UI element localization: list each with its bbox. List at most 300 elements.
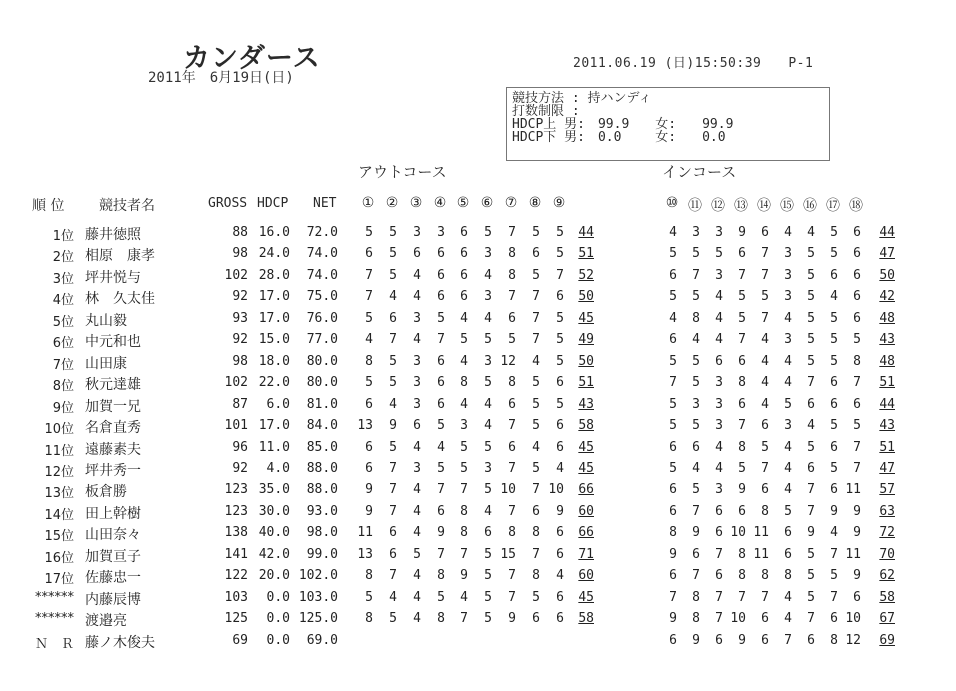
in-hole-score: 8	[761, 568, 769, 584]
in-subtotal: 72	[879, 525, 895, 541]
in-hole-score: 6	[853, 225, 861, 240]
in-hole-score: 7	[761, 310, 769, 326]
rank-cell: 2位	[52, 250, 74, 266]
in-hole-score: 4	[692, 332, 700, 348]
in-hole-score: 5	[692, 375, 700, 391]
out-subtotal: 51	[578, 375, 594, 391]
gross-cell: 123	[224, 482, 248, 498]
in-subtotal: 63	[879, 503, 895, 519]
in-hole-score: 3	[784, 418, 792, 434]
net-cell: 85.0	[306, 439, 338, 455]
gross-cell: 98	[232, 246, 248, 262]
net-cell: 125.0	[298, 611, 338, 627]
player-name: 秋元達雄	[85, 377, 141, 394]
net-cell: 81.0	[306, 396, 338, 412]
out-hole-score: 5	[389, 225, 397, 240]
in-hole-score: 5	[830, 568, 838, 584]
in-hole-score: 7	[738, 589, 746, 605]
in-subtotal: 70	[879, 546, 895, 562]
in-hole-score: 9	[853, 503, 861, 519]
in-subtotal: 48	[879, 353, 895, 369]
out-hole-score: 5	[460, 439, 468, 455]
out-hole-score: 5	[365, 225, 373, 240]
out-hole-score: 9	[365, 482, 373, 498]
player-name: 田上幹樹	[85, 505, 141, 522]
out-hole-score: 5	[556, 310, 564, 326]
rank-cell: 1位	[52, 229, 74, 244]
in-hole-score: 6	[761, 418, 769, 434]
out-hole-score: 6	[556, 589, 564, 605]
gross-cell: 69	[232, 632, 248, 648]
out-hole-score: 6	[365, 396, 373, 412]
in-hole-score: 6	[830, 611, 838, 627]
in-hole-score: 5	[807, 310, 815, 326]
in-hole-score: 7	[853, 439, 861, 455]
in-hole-score: 9	[807, 525, 815, 541]
in-hole-score: 5	[738, 310, 746, 326]
in-hole-score: 4	[784, 611, 792, 627]
out-hole-score: 5	[437, 460, 445, 476]
in-hole-score: 9	[738, 632, 746, 648]
in-hole-score: 4	[715, 439, 723, 455]
out-hole-score: 4	[460, 353, 468, 369]
out-hole-score: 7	[389, 332, 397, 348]
out-hole-score: 6	[460, 289, 468, 305]
in-hole-score: 11	[845, 546, 861, 562]
in-hole-score: 7	[807, 611, 815, 627]
out-hole-score: 7	[460, 546, 468, 562]
in-subtotal: 51	[879, 439, 895, 455]
in-hole-score: 3	[715, 375, 723, 391]
out-subtotal: 49	[578, 332, 594, 348]
in-hole-score: 7	[761, 267, 769, 283]
out-hole-score: 4	[460, 310, 468, 326]
player-name: 名倉直秀	[85, 420, 141, 437]
gross-cell: 123	[224, 503, 248, 519]
out-hole-score: 6	[413, 418, 421, 434]
out-hole-score: 9	[389, 418, 397, 434]
in-hole-score: 5	[807, 439, 815, 455]
out-hole-score: 9	[508, 611, 516, 627]
in-hole-score: 6	[669, 568, 677, 584]
rank-cell: 16位	[44, 550, 74, 566]
out-hole-score: 4	[389, 589, 397, 605]
rank-cell: ******	[35, 611, 74, 627]
in-hole-score: 9	[738, 482, 746, 498]
in-hole-score: 6	[669, 439, 677, 455]
in-hole-score: 7	[761, 589, 769, 605]
player-name: 林 久太佳	[85, 291, 155, 308]
out-hole-score: 5	[556, 332, 564, 348]
hole-header: ⑮	[780, 198, 794, 214]
out-hole-score: 7	[437, 482, 445, 498]
in-hole-score: 6	[669, 632, 677, 648]
out-hole-score: 6	[413, 246, 421, 262]
net-cell: 80.0	[306, 375, 338, 391]
player-name: 坪井秀一	[85, 462, 141, 479]
in-hole-score: 4	[784, 482, 792, 498]
in-hole-score: 8	[738, 375, 746, 391]
out-hole-score: 8	[508, 525, 516, 541]
in-hole-score: 3	[715, 267, 723, 283]
in-hole-score: 11	[753, 525, 769, 541]
hdcp-cell: 30.0	[258, 503, 290, 519]
in-hole-score: 8	[692, 310, 700, 326]
in-hole-score: 5	[853, 332, 861, 348]
out-hole-score: 6	[437, 375, 445, 391]
in-hole-score: 9	[830, 503, 838, 519]
hdcp-cell: 17.0	[258, 289, 290, 305]
out-hole-score: 8	[508, 267, 516, 283]
out-hole-score: 6	[437, 503, 445, 519]
out-hole-score: 5	[556, 225, 564, 240]
player-name: 中元和也	[85, 334, 141, 351]
rank-header: 順 位	[32, 198, 65, 214]
out-subtotal: 71	[578, 546, 594, 562]
hdcp-cell: 15.0	[258, 332, 290, 348]
player-name: 相原 康孝	[85, 248, 155, 265]
net-header: NET	[313, 196, 337, 211]
in-hole-score: 6	[692, 546, 700, 562]
out-hole-score: 4	[484, 418, 492, 434]
hole-header: ⑬	[734, 198, 748, 214]
out-hole-score: 4	[556, 568, 564, 584]
out-hole-score: 3	[413, 375, 421, 391]
in-hole-score: 5	[692, 482, 700, 498]
in-hole-score: 5	[830, 225, 838, 240]
in-hole-score: 3	[784, 332, 792, 348]
in-hole-score: 6	[738, 503, 746, 519]
net-cell: 75.0	[306, 289, 338, 305]
hole-header: ⑫	[711, 198, 725, 214]
hdcp-header: HDCP	[257, 196, 289, 211]
in-subtotal: 58	[879, 589, 895, 605]
out-hole-score: 4	[460, 589, 468, 605]
gross-cell: 92	[232, 332, 248, 348]
gross-cell: 101	[224, 418, 248, 434]
out-hole-score: 8	[460, 375, 468, 391]
in-subtotal: 69	[879, 632, 895, 648]
out-subtotal: 50	[578, 289, 594, 305]
out-hole-score: 6	[365, 439, 373, 455]
in-hole-score: 4	[830, 525, 838, 541]
in-hole-score: 7	[830, 589, 838, 605]
in-subtotal: 51	[879, 375, 895, 391]
in-hole-score: 5	[784, 503, 792, 519]
in-hole-score: 8	[692, 589, 700, 605]
out-hole-score: 6	[484, 525, 492, 541]
out-hole-score: 5	[437, 310, 445, 326]
event-date: 2011年 6月19日(日)	[148, 70, 294, 86]
in-hole-score: 7	[692, 568, 700, 584]
out-subtotal: 50	[578, 353, 594, 369]
hole-header: ⑤	[456, 195, 470, 211]
in-hole-score: 7	[853, 375, 861, 391]
in-hole-score: 5	[692, 418, 700, 434]
in-hole-score: 11	[845, 482, 861, 498]
out-hole-score: 6	[532, 611, 540, 627]
out-hole-score: 7	[508, 418, 516, 434]
in-hole-score: 5	[853, 418, 861, 434]
in-hole-score: 4	[669, 225, 677, 240]
out-hole-score: 4	[413, 289, 421, 305]
out-hole-score: 7	[460, 611, 468, 627]
gross-header: GROSS	[208, 196, 248, 211]
in-hole-score: 3	[715, 396, 723, 412]
in-hole-score: 8	[853, 353, 861, 369]
out-hole-score: 8	[508, 246, 516, 262]
out-hole-score: 8	[508, 375, 516, 391]
in-hole-score: 5	[807, 353, 815, 369]
hdcp-cell: 20.0	[258, 568, 290, 584]
in-hole-score: 6	[669, 267, 677, 283]
out-hole-score: 6	[556, 546, 564, 562]
in-hole-score: 3	[784, 246, 792, 262]
in-subtotal: 47	[879, 460, 895, 476]
net-cell: 76.0	[306, 310, 338, 326]
net-cell: 103.0	[298, 589, 338, 605]
out-hole-score: 5	[365, 589, 373, 605]
net-cell: 80.0	[306, 353, 338, 369]
in-hole-score: 8	[738, 439, 746, 455]
out-hole-score: 5	[437, 418, 445, 434]
net-cell: 88.0	[306, 482, 338, 498]
out-hole-score: 6	[556, 525, 564, 541]
gross-cell: 125	[224, 611, 248, 627]
in-hole-score: 5	[807, 289, 815, 305]
out-hole-score: 6	[389, 525, 397, 541]
out-hole-score: 6	[556, 439, 564, 455]
out-hole-score: 7	[437, 546, 445, 562]
out-hole-score: 6	[532, 246, 540, 262]
hdcp-cell: 17.0	[258, 418, 290, 434]
out-hole-score: 7	[532, 289, 540, 305]
out-hole-score: 8	[365, 611, 373, 627]
out-subtotal: 58	[578, 611, 594, 627]
out-subtotal: 58	[578, 418, 594, 434]
out-hole-score: 3	[484, 460, 492, 476]
rank-cell: 5位	[52, 314, 74, 330]
in-hole-score: 7	[807, 375, 815, 391]
gross-cell: 93	[232, 310, 248, 326]
out-hole-score: 15	[500, 546, 516, 562]
out-hole-score: 6	[437, 289, 445, 305]
hdcp-cell: 28.0	[258, 267, 290, 283]
out-hole-score: 11	[357, 525, 373, 541]
hdcp-cell: 0.0	[266, 589, 290, 605]
out-subtotal: 44	[578, 225, 594, 240]
out-hole-score: 3	[413, 225, 421, 240]
in-hole-score: 6	[692, 439, 700, 455]
hole-header: ⑪	[688, 198, 702, 214]
rank-cell: 8位	[52, 379, 74, 395]
in-hole-score: 5	[669, 418, 677, 434]
gross-cell: 87	[232, 396, 248, 412]
out-hole-score: 9	[556, 503, 564, 519]
out-subtotal: 45	[578, 589, 594, 605]
in-hole-score: 4	[807, 225, 815, 240]
in-hole-score: 6	[761, 632, 769, 648]
out-hole-score: 5	[532, 396, 540, 412]
in-hole-score: 6	[715, 568, 723, 584]
in-hole-score: 6	[853, 396, 861, 412]
in-hole-score: 4	[715, 332, 723, 348]
in-hole-score: 7	[715, 589, 723, 605]
in-subtotal: 43	[879, 418, 895, 434]
in-hole-score: 7	[669, 375, 677, 391]
out-hole-score: 6	[365, 460, 373, 476]
in-hole-score: 3	[784, 267, 792, 283]
in-hole-score: 9	[692, 525, 700, 541]
out-hole-score: 3	[413, 460, 421, 476]
in-subtotal: 44	[879, 396, 895, 412]
in-hole-score: 9	[669, 546, 677, 562]
in-hole-score: 6	[853, 589, 861, 605]
in-hole-score: 6	[830, 482, 838, 498]
in-hole-score: 5	[761, 289, 769, 305]
net-cell: 99.0	[306, 546, 338, 562]
in-course-title: インコース	[662, 163, 737, 181]
in-hole-score: 6	[830, 375, 838, 391]
out-hole-score: 8	[460, 503, 468, 519]
in-hole-score: 6	[669, 332, 677, 348]
gross-cell: 138	[224, 525, 248, 541]
net-cell: 72.0	[306, 225, 338, 240]
in-hole-score: 12	[845, 632, 861, 648]
in-hole-score: 8	[738, 546, 746, 562]
in-hole-score: 6	[830, 267, 838, 283]
in-hole-score: 6	[761, 482, 769, 498]
page-title: カンダース	[183, 43, 321, 74]
rank-cell: 13位	[44, 486, 74, 502]
out-hole-score: 5	[389, 439, 397, 455]
hole-header: ⑥	[480, 195, 494, 211]
in-hole-score: 5	[830, 353, 838, 369]
out-hole-score: 6	[437, 353, 445, 369]
out-hole-score: 6	[508, 439, 516, 455]
out-hole-score: 7	[532, 332, 540, 348]
out-hole-score: 3	[484, 289, 492, 305]
out-hole-score: 5	[365, 375, 373, 391]
out-hole-score: 4	[389, 396, 397, 412]
out-hole-score: 5	[484, 225, 492, 240]
out-hole-score: 9	[437, 525, 445, 541]
net-cell: 74.0	[306, 267, 338, 283]
in-hole-score: 4	[807, 418, 815, 434]
in-hole-score: 7	[784, 632, 792, 648]
hole-header: ⑧	[528, 195, 542, 211]
hole-header: ⑯	[803, 198, 817, 214]
in-hole-score: 7	[692, 267, 700, 283]
out-hole-score: 5	[389, 375, 397, 391]
hdcp-cell: 35.0	[258, 482, 290, 498]
out-hole-score: 3	[484, 246, 492, 262]
in-hole-score: 4	[784, 439, 792, 455]
printed-timestamp: 2011.06.19 (日)15:50:39 P-1	[573, 56, 814, 71]
out-hole-score: 6	[389, 310, 397, 326]
in-hole-score: 8	[692, 611, 700, 627]
out-hole-score: 5	[365, 310, 373, 326]
out-hole-score: 5	[532, 267, 540, 283]
out-hole-score: 8	[365, 353, 373, 369]
net-cell: 69.0	[306, 632, 338, 648]
in-hole-score: 10	[845, 611, 861, 627]
in-hole-score: 6	[715, 632, 723, 648]
in-hole-score: 4	[669, 310, 677, 326]
hdcp-cell: 40.0	[258, 525, 290, 541]
out-hole-score: 4	[460, 396, 468, 412]
in-hole-score: 4	[784, 310, 792, 326]
in-subtotal: 48	[879, 310, 895, 326]
in-hole-score: 9	[669, 611, 677, 627]
out-hole-score: 5	[389, 267, 397, 283]
in-hole-score: 7	[830, 546, 838, 562]
out-hole-score: 6	[437, 267, 445, 283]
in-hole-score: 6	[715, 503, 723, 519]
out-hole-score: 7	[460, 482, 468, 498]
out-hole-score: 7	[389, 568, 397, 584]
hole-header: ⑱	[849, 198, 863, 214]
out-hole-score: 3	[437, 225, 445, 240]
net-cell: 77.0	[306, 332, 338, 348]
out-hole-score: 5	[484, 589, 492, 605]
player-name: 佐藤忠一	[85, 570, 141, 587]
in-hole-score: 6	[807, 632, 815, 648]
in-hole-score: 5	[692, 246, 700, 262]
in-hole-score: 7	[738, 332, 746, 348]
out-hole-score: 5	[508, 332, 516, 348]
out-hole-score: 5	[556, 396, 564, 412]
out-hole-score: 7	[508, 589, 516, 605]
in-hole-score: 6	[853, 289, 861, 305]
out-hole-score: 7	[556, 267, 564, 283]
in-hole-score: 7	[738, 267, 746, 283]
rank-cell: 7位	[52, 357, 74, 373]
gross-cell: 92	[232, 460, 248, 476]
out-hole-score: 7	[532, 546, 540, 562]
in-subtotal: 47	[879, 246, 895, 262]
gross-cell: 122	[224, 568, 248, 584]
out-hole-score: 4	[413, 482, 421, 498]
out-hole-score: 5	[556, 353, 564, 369]
hdcp-cell: 0.0	[266, 611, 290, 627]
out-hole-score: 8	[365, 568, 373, 584]
gross-cell: 102	[224, 375, 248, 391]
in-hole-score: 6	[807, 460, 815, 476]
in-hole-score: 5	[692, 353, 700, 369]
out-hole-score: 5	[389, 611, 397, 627]
out-hole-score: 6	[532, 503, 540, 519]
in-hole-score: 4	[692, 460, 700, 476]
player-name: 山田奈々	[85, 527, 141, 544]
in-hole-score: 6	[784, 546, 792, 562]
gross-cell: 92	[232, 289, 248, 305]
out-hole-score: 3	[413, 310, 421, 326]
in-hole-score: 5	[830, 310, 838, 326]
out-hole-score: 6	[460, 246, 468, 262]
in-hole-score: 8	[784, 568, 792, 584]
out-hole-score: 5	[484, 332, 492, 348]
in-hole-score: 3	[715, 418, 723, 434]
player-name: 内藤辰博	[85, 591, 141, 608]
in-hole-score: 3	[784, 289, 792, 305]
out-hole-score: 4	[484, 503, 492, 519]
in-subtotal: 44	[879, 225, 895, 240]
in-hole-score: 3	[715, 482, 723, 498]
out-hole-score: 4	[413, 589, 421, 605]
in-hole-score: 5	[830, 460, 838, 476]
hdcp-cell: 24.0	[258, 246, 290, 262]
